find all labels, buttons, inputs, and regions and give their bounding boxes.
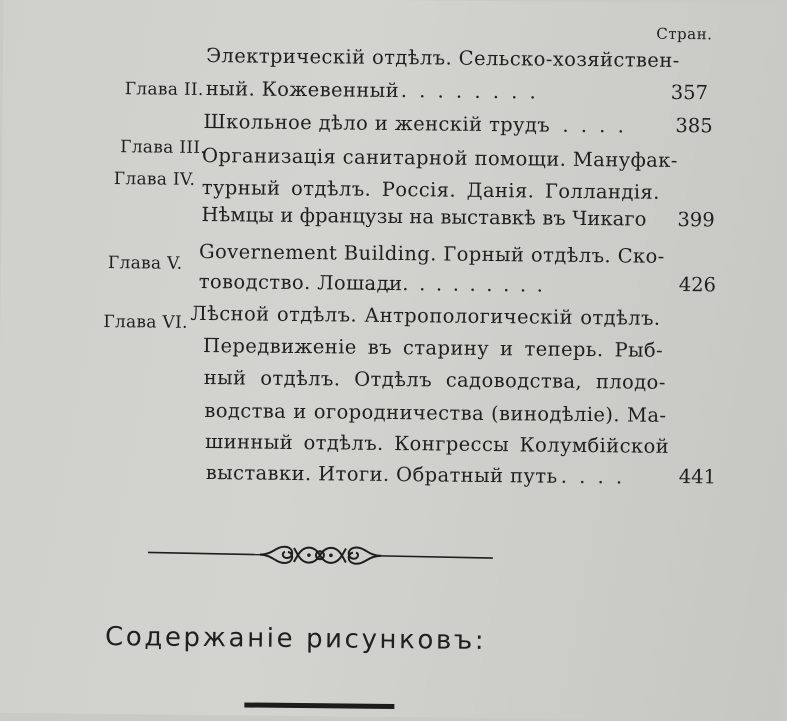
title-underline — [244, 702, 394, 709]
leader-dots: . . . . — [560, 464, 626, 489]
leader-dots: . . . . . . . . — [400, 79, 539, 104]
entry-line: ный отдѣлъ. Отдѣлъ садоводства, плодо- — [203, 366, 666, 394]
section-title: Содержаніе рисунковъ: — [104, 621, 487, 656]
entry-line: шинный отдѣлъ. Конгрессы Колумбійской — [204, 430, 670, 458]
entry-line: Электрическій отдѣлъ. Сельско-хозяйствен- — [206, 44, 680, 72]
entry-line: Нѣмцы и французы на выставкѣ въ Чикаго — [201, 202, 647, 231]
page-number: 426 — [678, 272, 717, 297]
entry-line: Governement Building. Горный отдѣлъ. Ско- — [198, 239, 665, 268]
page-number: 441 — [678, 464, 717, 489]
entry-line: водства и огородничества (винодѣліе). Ма- — [204, 399, 667, 427]
leader-dots: . . . . . . . . . . . — [368, 271, 546, 297]
page-column-label: Стран. — [656, 24, 713, 44]
page-number: 399 — [677, 207, 715, 232]
chapter-label: Глава V. — [107, 253, 183, 274]
leader-dots: . . . . — [562, 113, 627, 138]
entry-line: Передвиженіе въ старину и теперь. Рыб- — [203, 334, 664, 362]
page-number: 357 — [670, 80, 709, 105]
entry-line: турный отдѣлъ. Россія. Данія. Голландія. — [201, 175, 660, 204]
entry-line: выставки. Итоги. Обратный путь — [205, 461, 558, 488]
chapter-label: Глава VI. — [103, 311, 188, 333]
ornament-divider-icon — [148, 540, 493, 570]
entry-line: ный. Кожевенный — [205, 77, 400, 103]
chapter-label: Глава III. — [120, 137, 207, 159]
chapter-label: Глава IV. — [113, 169, 196, 190]
entry-line: Организація санитарной помощи. Мануфак- — [201, 143, 678, 172]
entry-line: товодство. Лошади — [198, 269, 403, 296]
entry-line: Лѣсной отдѣлъ. Антропологическій отдѣлъ. — [190, 301, 661, 330]
entry-line: Школьное дѣло и женскій трудъ — [203, 109, 551, 137]
chapter-label: Глава II. — [124, 79, 204, 100]
page-number: 385 — [675, 113, 713, 138]
